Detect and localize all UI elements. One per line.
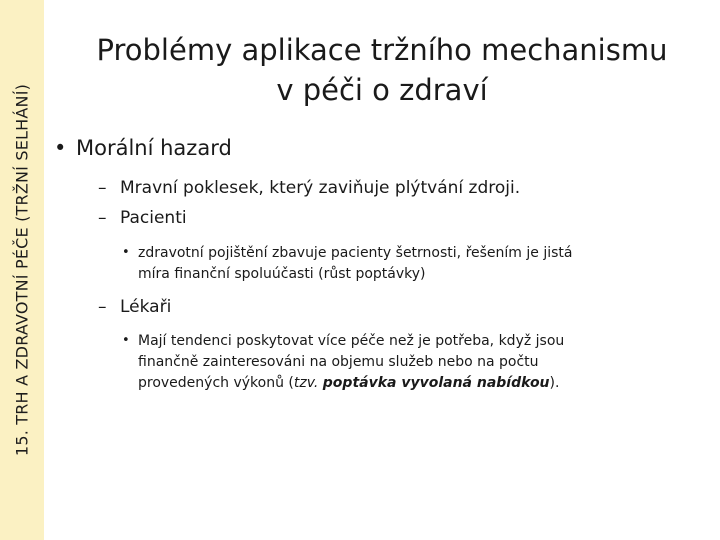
detail-tzv: tzv. [293, 375, 319, 391]
bullet-marker: • [122, 333, 130, 348]
detail-text [138, 243, 658, 285]
title-line-1: Problémy aplikace tržního mechanismu [96, 33, 668, 67]
title-line-2: v péči o zdraví [276, 73, 488, 107]
detail-line-2: míra finanční spoluúčasti (růst poptávky) [138, 266, 426, 282]
bullet-text: Morální hazard [76, 136, 232, 160]
sub-bullet-text: Lékaři [120, 297, 172, 317]
detail-emphasis: poptávka vyvolaná nabídkou [322, 375, 550, 391]
bullet-marker: • [122, 245, 130, 260]
detail-line-2: finančně zainteresováni na objemu služeb nebo na počtu [138, 354, 539, 370]
detail-line-1: Mají tendenci poskytovat více péče než je potřeba, když jsou [138, 333, 565, 349]
bullet-marker: • [54, 136, 67, 160]
sub-bullet-text: Mravní poklesek, který zaviňuje plýtvání zdroji. [120, 178, 521, 198]
detail-line-3-end: ). [549, 375, 560, 391]
side-label: 15. TRH A ZDRAVOTNÍ PÉČE (TRŽNÍ SELHÁNÍ) [12, 83, 32, 457]
detail-line-3-start: provedených výkonů ( [138, 375, 294, 391]
dash-marker: – [98, 178, 107, 198]
dash-marker: – [98, 208, 107, 228]
detail-text [138, 331, 658, 394]
detail-line-1: zdravotní pojištění zbavuje pacienty šetrnosti, řešením je jistá [138, 245, 573, 261]
dash-marker: – [98, 297, 107, 317]
detail-line-3 [138, 373, 658, 394]
sub-bullet-text: Pacienti [120, 208, 187, 228]
